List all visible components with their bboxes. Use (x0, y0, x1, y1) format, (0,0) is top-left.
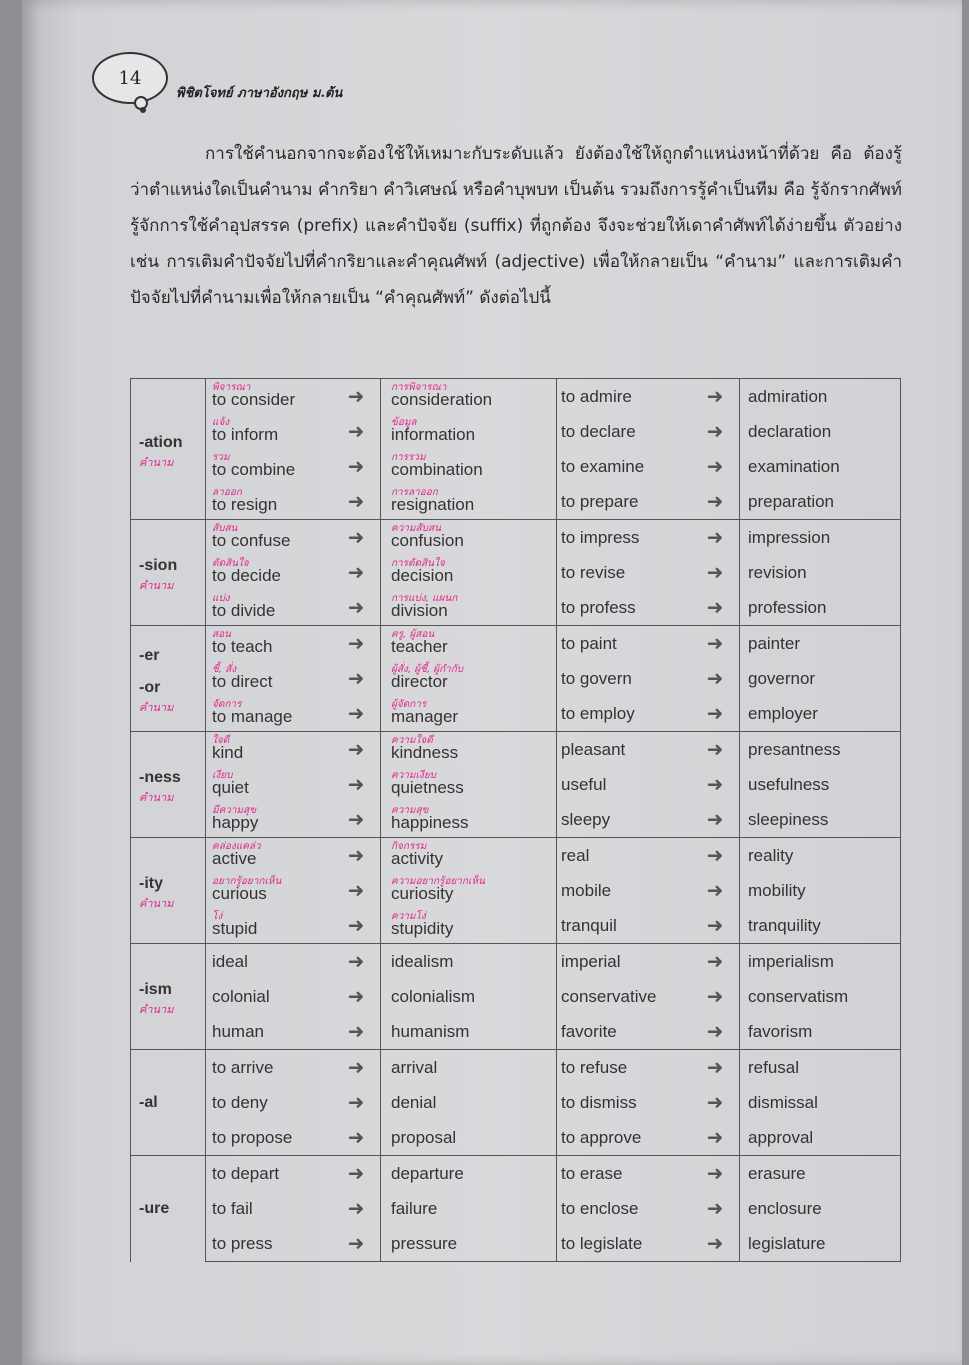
handwritten-note: ข้อมูล (391, 417, 417, 428)
base-word-2: imperial (557, 944, 692, 980)
derived-word-2: presantness (740, 732, 901, 768)
base-word-2: to employ (557, 696, 692, 732)
arrow-icon: ➜ (691, 1226, 740, 1262)
handwritten-note: ผู้สั่ง, ผู้ชี้, ผู้กำกับ (391, 664, 464, 675)
arrow-icon: ➜ (332, 520, 381, 556)
arrow-icon: ➜ (691, 1014, 740, 1050)
table-row (131, 379, 901, 415)
derived-word-2: erasure (740, 1156, 901, 1192)
arrow-icon: ➜ (691, 626, 740, 662)
handwritten-note: ความอยากรู้อยากเห็น (391, 876, 485, 887)
handwritten-note: ผู้จัดการ (391, 699, 427, 710)
base-word-2: to impress (557, 520, 692, 556)
base-word: to consider (212, 390, 296, 409)
base-word-cell (206, 379, 333, 415)
suffix-label: -al (139, 1093, 158, 1111)
derived-word: proposal (391, 1127, 457, 1147)
derived-word-cell (381, 1014, 557, 1050)
base-word: to confuse (212, 531, 291, 550)
base-word-cell (206, 802, 333, 838)
derived-word: humanism (391, 1021, 470, 1041)
arrow-icon: ➜ (706, 456, 724, 478)
suffix-label: -ity (139, 875, 163, 892)
suffix-table-body (131, 379, 901, 1262)
suffix-cell (131, 838, 206, 944)
derived-word: manager (391, 707, 459, 726)
table-row (131, 873, 901, 908)
base-word: to decide (212, 566, 281, 585)
base-word-2: to prepare (557, 484, 692, 520)
arrow-icon: ➜ (347, 668, 365, 690)
suffix-label: -or (139, 679, 161, 696)
base-word-cell (206, 1226, 333, 1262)
base-word: to propose (212, 1127, 293, 1147)
table-row (131, 696, 901, 732)
suffix-label: -ation (139, 433, 183, 451)
arrow-icon: ➜ (332, 732, 381, 768)
base-word-cell (206, 484, 333, 520)
table-row (131, 1050, 901, 1086)
page-number-badge (92, 52, 168, 104)
derived-word: denial (391, 1092, 437, 1112)
table-row (131, 944, 901, 980)
derived-word: idealism (391, 951, 454, 971)
suffix-label: -sion (139, 557, 178, 574)
suffix-label: -ure (139, 1199, 170, 1217)
page-header-title: พิชิตโจทย์ ภาษาอังกฤษ ม.ต้น (176, 86, 343, 101)
derived-word-cell (381, 1226, 557, 1262)
base-word-cell (206, 414, 333, 449)
derived-word-2: enclosure (740, 1191, 901, 1226)
base-word-cell (206, 732, 333, 768)
derived-word-2: refusal (740, 1050, 901, 1086)
arrow-icon: ➜ (347, 774, 365, 796)
handwritten-note: โง่ (212, 911, 223, 922)
base-word: to arrive (212, 1057, 274, 1077)
derived-word-cell (381, 838, 557, 874)
base-word: to inform (212, 425, 279, 444)
derived-word-cell (381, 1085, 557, 1120)
base-word: ideal (212, 951, 248, 971)
handwritten-note: กิจกรรม (391, 841, 427, 852)
arrow-icon: ➜ (332, 1050, 381, 1086)
base-word-cell (206, 449, 333, 484)
base-word-2: to paint (557, 626, 692, 662)
derived-word-cell (381, 520, 557, 556)
table-row (131, 1085, 901, 1120)
base-word-cell (206, 838, 333, 874)
base-word-cell (206, 908, 333, 944)
arrow-icon: ➜ (706, 421, 724, 443)
base-word: to fail (212, 1198, 253, 1218)
base-word: colonial (212, 986, 270, 1006)
derived-word-2: legislature (740, 1226, 901, 1262)
handwritten-note: ครู, ผู้สอน (391, 629, 435, 640)
table-row (131, 520, 901, 556)
derived-word-cell (381, 1156, 557, 1192)
derived-word-2: reality (740, 838, 901, 874)
base-word-cell (206, 1085, 333, 1120)
derived-word-cell (381, 873, 557, 908)
handwritten-note: การรวม (391, 452, 426, 463)
table-row (131, 555, 901, 590)
base-word-cell (206, 626, 333, 662)
derived-word-2: usefulness (740, 767, 901, 802)
suffix-cell (131, 944, 206, 1050)
handwritten-note: พิจารณา (212, 382, 251, 393)
arrow-icon: ➜ (691, 696, 740, 732)
base-word: to combine (212, 460, 296, 479)
arrow-icon: ➜ (691, 484, 740, 520)
base-word-2: to approve (557, 1120, 692, 1156)
arrow-icon: ➜ (332, 1226, 381, 1262)
base-word: to teach (212, 637, 273, 656)
handwritten-note: การพิจารณา (391, 382, 447, 393)
handwritten-note: การลาออก (391, 487, 438, 498)
base-word-2: to examine (561, 456, 645, 476)
derived-word-cell (381, 484, 557, 520)
arrow-icon: ➜ (691, 379, 740, 415)
handwritten-note: สับสน (212, 523, 238, 534)
table-row (131, 908, 901, 944)
arrow-icon: ➜ (706, 1198, 724, 1220)
base-word-2: to dismiss (561, 1092, 637, 1112)
base-word: to press (212, 1233, 273, 1253)
arrow-icon: ➜ (332, 696, 381, 732)
base-word: to manage (212, 707, 293, 726)
arrow-icon: ➜ (691, 1156, 740, 1192)
base-word-2: favorite (557, 1014, 692, 1050)
derived-word: confusion (391, 531, 464, 550)
derived-word-2: governor (740, 661, 901, 696)
base-word-2: conservative (561, 986, 657, 1006)
derived-word-cell (381, 732, 557, 768)
derived-word: information (391, 425, 476, 444)
handwritten-note: ตัดสินใจ (212, 558, 249, 569)
handwritten-note: คำนาม (139, 455, 174, 469)
arrow-icon: ➜ (347, 456, 365, 478)
base-word-cell (206, 873, 333, 908)
base-word-2: to declare (561, 421, 636, 441)
derived-word: kindness (391, 743, 459, 762)
table-row (131, 732, 901, 768)
derived-word-cell (381, 626, 557, 662)
arrow-icon: ➜ (347, 1092, 365, 1114)
handwritten-note: รวม (212, 452, 230, 463)
arrow-icon: ➜ (691, 838, 740, 874)
derived-word: quietness (391, 778, 464, 797)
arrow-icon: ➜ (347, 1198, 365, 1220)
table-row (131, 1226, 901, 1262)
table-row (131, 979, 901, 1014)
base-word: quiet (212, 778, 249, 797)
base-word-cell (206, 590, 333, 626)
base-word-2: sleepy (557, 802, 692, 838)
intro-text: การใช้คำนอกจากจะต้องใช้ให้เหมาะกับระดับแล้ว ยังต้องใช้ให้ถูกตำแหน่งหน้าที่ด้วย คือ ต้องรู้ว่าตำแหน่งใดเป็นคำนาม คำกริยา คำวิเศษณ์ หรือคำบุพบท เป็นต้น รวมถึงการรู้คำเป็นทีม คือ รู้จักรากศัพท์ รู้จักการใช้คำอุปสรรค (prefix) และคำปัจจัย (suffix) ที่ถูกต้อง จึงจะช่วยให้เดาคำศัพท์ได้ง่ายขึ้น ตัวอย่างเช่น การเติมคำปัจจัยไปที่คำกริยาและคำคุณศัพท์ (adjective) เพื่อให้กลายเป็น “คำนาม” และการเติมคำปัจจัยไปที่คำนามเพื่อให้กลายเป็น “คำคุณศัพท์” ดังต่อไปนี้ (130, 144, 902, 308)
base-word-2: to enclose (561, 1198, 639, 1218)
handwritten-note: ความเงียบ (391, 770, 437, 781)
base-word-2: to admire (557, 379, 692, 415)
derived-word-cell (381, 555, 557, 590)
base-word: human (212, 1021, 264, 1041)
arrow-icon: ➜ (332, 484, 381, 520)
table-row (131, 449, 901, 484)
derived-word-2: imperialism (740, 944, 901, 980)
arrow-icon: ➜ (332, 1014, 381, 1050)
base-word-cell (206, 944, 333, 980)
handwritten-note: อยากรู้อยากเห็น (212, 876, 282, 887)
derived-word-2: dismissal (740, 1085, 901, 1120)
suffix-label: -ism (139, 981, 172, 998)
base-word-cell (206, 696, 333, 732)
handwritten-note: มีความสุข (212, 805, 257, 816)
arrow-icon: ➜ (706, 668, 724, 690)
derived-word-2: sleepiness (740, 802, 901, 838)
derived-word-cell (381, 979, 557, 1014)
derived-word: colonialism (391, 986, 476, 1006)
derived-word-2: impression (740, 520, 901, 556)
handwritten-note: จัดการ (212, 699, 242, 710)
arrow-icon: ➜ (332, 590, 381, 626)
table-row (131, 484, 901, 520)
base-word-2: real (557, 838, 692, 874)
arrow-icon: ➜ (691, 590, 740, 626)
base-word-cell (206, 661, 333, 696)
suffix-label: -er (139, 647, 160, 664)
suffix-cell (131, 1050, 206, 1156)
table-row (131, 802, 901, 838)
base-word: stupid (212, 919, 258, 938)
derived-word-cell (381, 696, 557, 732)
derived-word: stupidity (391, 919, 454, 938)
derived-word-2: preparation (740, 484, 901, 520)
derived-word-cell (381, 1191, 557, 1226)
derived-word-2: mobility (740, 873, 901, 908)
derived-word: curiosity (391, 884, 454, 903)
suffix-label: -ness (139, 769, 181, 786)
table-row (131, 414, 901, 449)
table-row (131, 661, 901, 696)
table-row (131, 590, 901, 626)
derived-word-cell (381, 590, 557, 626)
arrow-icon: ➜ (706, 880, 724, 902)
arrow-icon: ➜ (691, 1120, 740, 1156)
base-word-cell (206, 979, 333, 1014)
base-word: kind (212, 743, 244, 762)
base-word: happy (212, 813, 259, 832)
derived-word-2: painter (740, 626, 901, 662)
base-word: to direct (212, 672, 273, 691)
suffix-cell (131, 379, 206, 520)
derived-word-cell (381, 802, 557, 838)
base-word-2: to refuse (557, 1050, 692, 1086)
base-word: to deny (212, 1092, 268, 1112)
suffix-cell (131, 1156, 206, 1262)
handwritten-note: ลาออก (212, 487, 242, 498)
derived-word-2: approval (740, 1120, 901, 1156)
base-word: to resign (212, 495, 278, 514)
base-word-2: to govern (561, 668, 632, 688)
arrow-icon: ➜ (691, 1050, 740, 1086)
handwritten-note: ชี้, สั่ง (212, 664, 237, 675)
handwritten-note: คำนาม (139, 701, 174, 714)
derived-word-cell (381, 1050, 557, 1086)
arrow-icon: ➜ (332, 838, 381, 874)
handwritten-note: ความสับสน (391, 523, 441, 534)
handwritten-note: แจ้ง (212, 417, 230, 428)
table-row (131, 1120, 901, 1156)
derived-word: happiness (391, 813, 469, 832)
intro-paragraph (130, 136, 902, 316)
arrow-icon: ➜ (706, 986, 724, 1008)
table-row (131, 1014, 901, 1050)
handwritten-note: เงียบ (212, 770, 233, 781)
base-word-cell (206, 520, 333, 556)
derived-word: departure (391, 1163, 464, 1183)
base-word-cell (206, 1191, 333, 1226)
arrow-icon: ➜ (691, 802, 740, 838)
derived-word-cell (381, 767, 557, 802)
base-word: active (212, 849, 257, 868)
derived-word: decision (391, 566, 454, 585)
handwritten-note: คำนาม (139, 1003, 174, 1016)
derived-word-2: revision (740, 555, 901, 590)
base-word-cell (206, 1120, 333, 1156)
base-word: to depart (212, 1163, 280, 1183)
derived-word-2: conservatism (740, 979, 901, 1014)
derived-word: activity (391, 849, 443, 868)
suffix-cell (131, 732, 206, 838)
handwritten-note: การแบ่ง, แผนก (391, 593, 458, 604)
table-row (131, 1156, 901, 1192)
derived-word-cell (381, 908, 557, 944)
derived-word-cell (381, 449, 557, 484)
base-word-2: mobile (561, 880, 612, 900)
base-word: to divide (212, 601, 276, 620)
derived-word: consideration (391, 390, 493, 409)
base-word-cell (206, 1050, 333, 1086)
suffix-cell (131, 626, 206, 732)
base-word-2: tranquil (557, 908, 692, 944)
derived-word: arrival (391, 1057, 438, 1077)
derived-word-2: employer (740, 696, 901, 732)
derived-word: combination (391, 460, 483, 479)
derived-word: resignation (391, 495, 475, 514)
derived-word-2: favorism (740, 1014, 901, 1050)
handwritten-note: ความโง่ (391, 911, 426, 922)
arrow-icon: ➜ (691, 944, 740, 980)
handwritten-note: ใจดี (212, 735, 230, 746)
table-row (131, 767, 901, 802)
arrow-icon: ➜ (332, 1156, 381, 1192)
derived-word-2: profession (740, 590, 901, 626)
bubble-dot-icon (140, 107, 146, 113)
derived-word-cell (381, 661, 557, 696)
handwritten-note: คำนาม (139, 579, 174, 592)
arrow-icon: ➜ (691, 520, 740, 556)
suffix-table (130, 378, 901, 1262)
base-word-cell (206, 767, 333, 802)
arrow-icon: ➜ (347, 562, 365, 584)
suffix-cell (131, 520, 206, 626)
derived-word: pressure (391, 1233, 458, 1253)
derived-word-2: examination (740, 449, 901, 484)
derived-word-cell (381, 944, 557, 980)
arrow-icon: ➜ (347, 986, 365, 1008)
arrow-icon: ➜ (332, 379, 381, 415)
derived-word: teacher (391, 637, 448, 656)
derived-word-cell (381, 379, 557, 415)
derived-word-2: declaration (740, 414, 901, 449)
table-row (131, 838, 901, 874)
arrow-icon: ➜ (332, 1120, 381, 1156)
arrow-icon: ➜ (332, 944, 381, 980)
arrow-icon: ➜ (347, 880, 365, 902)
derived-word: division (391, 601, 448, 620)
derived-word-cell (381, 414, 557, 449)
handwritten-note: การตัดสินใจ (391, 558, 445, 569)
base-word-2: to erase (557, 1156, 692, 1192)
handwritten-note: คำนาม (139, 897, 174, 910)
base-word-2: pleasant (557, 732, 692, 768)
page-number: 14 (118, 67, 142, 89)
arrow-icon: ➜ (706, 562, 724, 584)
base-word-2: to revise (561, 562, 626, 582)
base-word-cell (206, 555, 333, 590)
base-word-cell (206, 1156, 333, 1192)
handwritten-note: คล่องแคล่ว (212, 841, 261, 852)
base-word-2: useful (561, 774, 607, 794)
table-row (131, 626, 901, 662)
arrow-icon: ➜ (691, 908, 740, 944)
arrow-icon: ➜ (706, 774, 724, 796)
arrow-icon: ➜ (332, 626, 381, 662)
handwritten-note: ความใจดี (391, 735, 433, 746)
derived-word-2: admiration (740, 379, 901, 415)
arrow-icon: ➜ (332, 908, 381, 944)
arrow-icon: ➜ (706, 1092, 724, 1114)
base-word-2: to profess (557, 590, 692, 626)
base-word-2: to legislate (557, 1226, 692, 1262)
handwritten-note: คำนาม (139, 791, 174, 804)
arrow-icon: ➜ (691, 732, 740, 768)
derived-word-2: tranquility (740, 908, 901, 944)
derived-word-cell (381, 1120, 557, 1156)
derived-word: director (391, 672, 448, 691)
base-word-cell (206, 1014, 333, 1050)
base-word: curious (212, 884, 267, 903)
table-row (131, 1191, 901, 1226)
arrow-icon: ➜ (332, 802, 381, 838)
handwritten-note: ความสุข (391, 805, 429, 816)
arrow-icon: ➜ (347, 421, 365, 443)
handwritten-note: แบ่ง (212, 593, 230, 604)
derived-word: failure (391, 1198, 438, 1218)
handwritten-note: สอน (212, 629, 231, 640)
